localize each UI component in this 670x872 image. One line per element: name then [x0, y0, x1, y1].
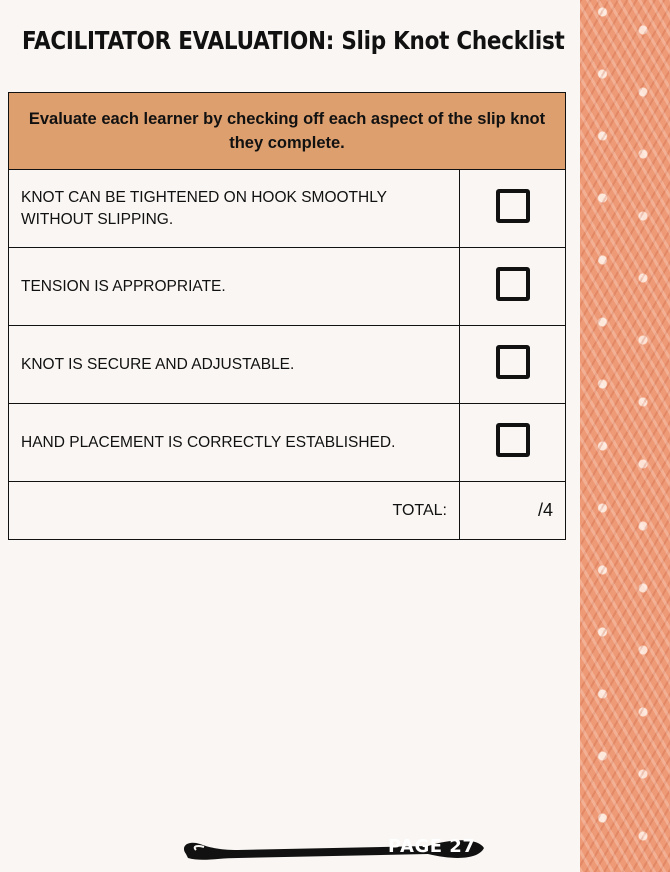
total-value: /4 — [460, 482, 566, 540]
criterion-label: HAND PLACEMENT IS CORRECTLY ESTABLISHED. — [9, 404, 460, 482]
total-label: TOTAL: — [9, 482, 460, 540]
page-number: PAGE 27 — [388, 836, 476, 857]
total-row — [9, 482, 566, 540]
criterion-label: KNOT IS SECURE AND ADJUSTABLE. — [9, 326, 460, 404]
page-title: FACILITATOR EVALUATION: Slip Knot Checklist — [22, 26, 565, 55]
checklist-row — [9, 326, 566, 404]
checkbox-icon[interactable] — [496, 267, 530, 301]
instructions-text: Evaluate each learner by checking off each aspect of the slip knot they complete. — [9, 93, 566, 170]
instructions-row — [9, 93, 566, 170]
checklist-row — [9, 170, 566, 248]
checklist-row — [9, 404, 566, 482]
criterion-label: KNOT CAN BE TIGHTENED ON HOOK SMOOTHLY WITHOUT SLIPPING. — [9, 170, 460, 248]
criterion-label: TENSION IS APPROPRIATE. — [9, 248, 460, 326]
checklist-row — [9, 248, 566, 326]
yarn-texture-border — [580, 0, 670, 872]
checkbox-icon[interactable] — [496, 189, 530, 223]
checkbox-icon[interactable] — [496, 345, 530, 379]
checkbox-icon[interactable] — [496, 423, 530, 457]
checklist-table — [8, 92, 566, 540]
